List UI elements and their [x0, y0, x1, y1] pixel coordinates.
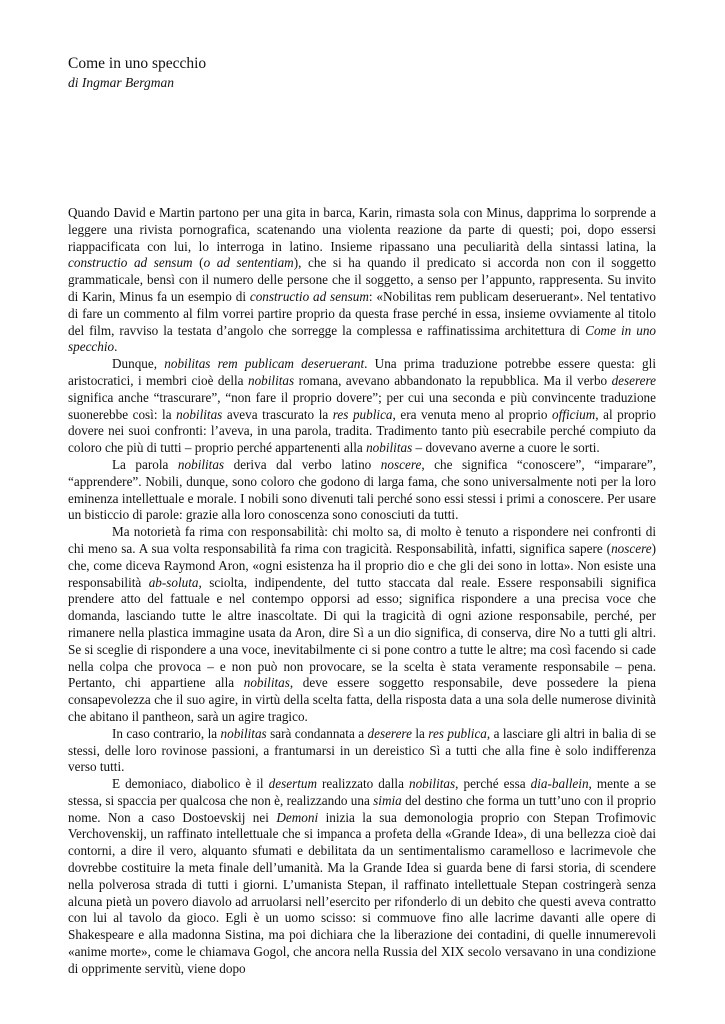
italic-text: noscere: [611, 540, 652, 556]
text-run: inizia la sua demonologia proprio con Stepan Trofimovic Verchovenskij, un raffinato intellettuale che si impanca a profeta della «Grande Idea», di una bellezza cioè dai contorni, a dire il vero, alquanto sfumati e debilitata da un sentimentalismo caramelloso e lacrimevole che dovrebbe costituire la meta finale dell’umanità. Ma la Grande Idea si guarda bene di farsi storia, di scendere nella polverosa strada di tutti i giorni. L’umanista Stepan, il raffinato intellettuale Stepan costringerà senza alcuna pietà un povero diavolo ad arruolarsi nell’esercito per rifonderlo di un debito che questi aveva contratto con lui al tavolo da gioco. Egli è un uomo scisso: si commuove fino alle lacrime davanti alle opere di Shakespeare e alla madonna Sistina, ma poi dichiara che la liberazione dei contadini, di quelle innumerevoli «anime morte», come le chiamava Gogol, che ancora nella Russia del XIX secolo versavano in una condizione di opprimente servitù, viene dopo: [68, 809, 656, 976]
text-run: , al proprio dovere nei suoi confronti: l’aveva, in una parola, tradita. Tradimento tanto più esecrabile perché compiuto da coloro che più di tutti – proprio perché appartenenti alla: [68, 406, 657, 456]
text-run: ) che, come diceva Raymond Aron, «ogni esistenza ha il proprio dio e che gli dei sono in lotta». Non esiste una responsabilità: [68, 540, 656, 590]
italic-text: deserere: [611, 372, 657, 388]
italic-text: simia: [373, 792, 402, 808]
text-run: , mente a se stessa, si spaccia per qualcosa che non è, realizzando una: [68, 776, 657, 808]
italic-text: officium: [552, 406, 596, 422]
text-run: E demoniaco, diabolico è il: [112, 776, 269, 792]
document-author: di Ingmar Bergman: [68, 75, 174, 90]
italic-text: res publica: [428, 725, 487, 741]
text-run: realizzato dalla: [317, 776, 409, 792]
text-run: , perché essa: [455, 776, 531, 792]
text-run: (: [192, 255, 204, 271]
italic-text: res publica: [332, 406, 393, 422]
italic-text: nobilitas: [177, 456, 225, 472]
text-run: , era venuta meno al proprio: [392, 406, 553, 422]
text-run: , deve essere soggetto responsabile, deve possedere la piena consapevolezza che il suo agire, in virtù della scelta fatta, della risposta data a una sola delle numerose divinità che abitano il pantheon, sarà un agire tragico.: [68, 675, 656, 724]
text-run: , a lasciare gli altri in balia di se stessi, delle loro rovinose passioni, a frantumarsi in un dereistico Sì a tutti che alla fine è solo indifferenza verso tutti.: [68, 725, 656, 775]
text-run: aveva trascurato la: [222, 406, 333, 422]
paragraph: [68, 776, 656, 978]
italic-text: nobilitas rem publicam deseruerant: [164, 356, 365, 372]
italic-text: nobilitas: [243, 675, 290, 691]
italic-text: constructio ad sensum: [68, 255, 193, 271]
text-run: , sciolta, indipendente, del tutto staccata dal reale. Essere responsabili significa prendere atto del fattuale e nel contempo opporsi ad esso; significa rispondere a una precisa voce che domanda, lasciando tutte le altre inascoltate. Di qui la tragicità di ogni azione responsabile, perché, per rimanere nella plastica immagine usata da Aron, dire Sì a un dio significa, di conserva, dire No a tutti gli altri. Se si sceglie di rispondere a una voce, inevitabilmente ci si pone contro a tutte le altre; ma così facendo si cade nella colpa che provoca – e non può non provocare, se la scelta è stata veramente responsabile – pena. Pertanto, chi appartiene alla: [68, 574, 657, 691]
italic-text: nobilitas: [247, 372, 295, 388]
text-run: del destino che forma un tutt’uno con il proprio nome. Non a caso Dostoevskij nei: [68, 792, 656, 825]
text-run: deriva dal verbo latino: [224, 456, 381, 472]
italic-text: Demoni: [276, 809, 319, 825]
text-run: la: [411, 725, 429, 741]
italic-text: nobilitas: [176, 406, 223, 422]
italic-text: deserere: [367, 725, 412, 741]
text-run: ), che si ha quando il predicato si accorda non con il soggetto grammaticale, bensì con il numero delle persone che il soggetto, a senso per l’appunto, rappresenta. Su invito di Karin, Minus fa un esempio di: [68, 255, 656, 304]
document-title: Come in uno specchio: [68, 55, 207, 72]
text-run: Quando David e Martin partono per una gita in barca, Karin, rimasta sola con Minus, dapprima lo sorprende a leggere una rivista pornografica, scatenando una violenta reazione da parte di questi; poi, dopo essersi riappacificata con lui, lo interroga in latino. Insieme ripassano una peculiarità della sintassi latina, la: [68, 205, 656, 254]
italic-text: dia-ballein: [530, 776, 589, 792]
text-run: Ma notorietà fa rima con responsabilità: chi molto sa, di molto è tenuto a rispondere nei confronti di chi meno sa. A sua volta responsabilità fa rima con tragicità. Responsabilità, infatti, significa sapere (: [68, 524, 656, 556]
text-run: – dovevano averne a cuore le sorti.: [412, 440, 600, 456]
text-run: : «Nobilitas rem publicam deseruerant». Nel tentativo di fare un commento al film vorrei partire proprio da questa frase perché in essa, insieme ovviamente al titolo del film, ravviso la testata d’angolo che sorregge la complessa e raffinatissima architettura di: [68, 288, 656, 338]
text-run: romana, avevano abbandonato la repubblica. Ma il verbo: [294, 372, 612, 388]
italic-text: nobilitas: [408, 776, 456, 792]
text-run: significa anche “trascurare”, “non fare il proprio dovere”; per cui una seconda e più convincente traduzione suonerebbe così: la: [68, 389, 656, 422]
document-body: [68, 205, 656, 978]
italic-text: ab-soluta: [148, 574, 199, 590]
text-run: sarà condannata a: [266, 725, 368, 741]
text-run: . Una prima traduzione potrebbe essere questa: gli aristocratici, i membri cioè della: [68, 356, 656, 388]
text-run: La parola: [112, 456, 178, 472]
italic-text: Come in uno specchio: [68, 322, 657, 355]
paragraph: [68, 524, 656, 726]
text-run: , che significa “conoscere”, “imparare”, “apprendere”. Nobili, dunque, sono coloro che godono di larga fama, che sono universalmente noti per la loro eminenza intellettuale e morale. I nobili sono divenuti tali perché sono essi stessi i primi a conoscere. Per usare un bisticcio di parole: grazie alla loro conoscenza sono conosciuti da tutti.: [68, 456, 656, 523]
text-run: Dunque,: [112, 356, 165, 372]
text-run: In caso contrario, la: [112, 725, 221, 741]
text-run: .: [114, 339, 118, 355]
paragraph: [68, 205, 656, 356]
italic-text: constructio ad sensum: [249, 288, 369, 304]
italic-text: ad sententiam: [216, 255, 294, 271]
italic-text: nobilitas: [366, 440, 413, 456]
italic-text: noscere: [380, 456, 422, 472]
italic-text: o: [203, 255, 211, 271]
paragraph: [68, 726, 656, 776]
italic-text: desertum: [268, 776, 317, 792]
text-run: [210, 255, 217, 270]
italic-text: nobilitas: [220, 725, 267, 741]
paragraph: [68, 356, 656, 457]
paragraph: [68, 457, 656, 524]
